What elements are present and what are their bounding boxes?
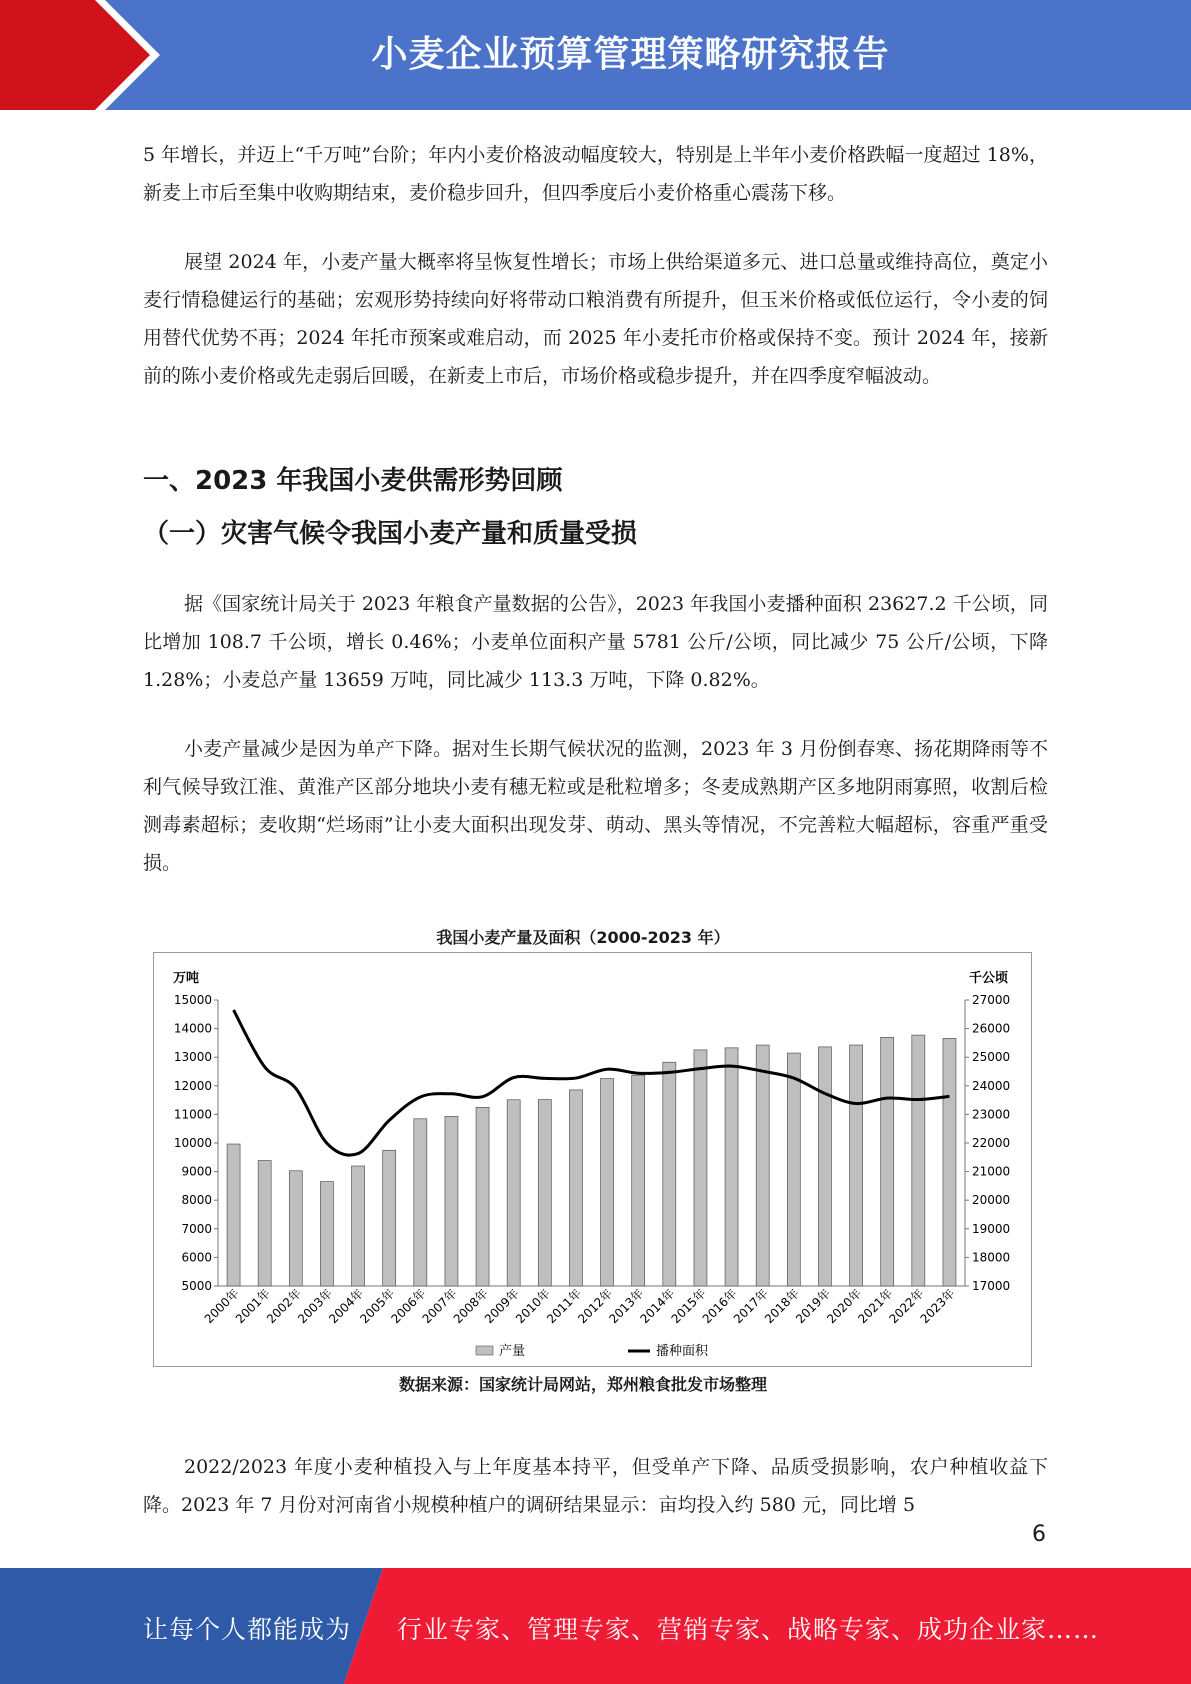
y-left-tick-label: 13000 — [173, 1050, 212, 1065]
y-left-unit: 万吨 — [173, 971, 200, 986]
production-bar — [694, 1050, 707, 1286]
y-right-tick-label: 25000 — [972, 1050, 1011, 1065]
footer-slogan-left: 让每个人都能成为 — [143, 1615, 352, 1644]
y-right-tick-label: 27000 — [972, 993, 1011, 1007]
page-header — [0, 0, 1191, 110]
x-tick-label: 2009年 — [481, 1286, 522, 1327]
x-tick-label: 2015年 — [668, 1286, 709, 1327]
x-tick-label: 2013年 — [606, 1286, 647, 1327]
paragraph-production-data: 据《国家统计局关于 2023 年粮食产量数据的公告》，2023 年我国小麦播种面积 23627.2 千公顷，同比增加 108.7 千公顷，增长 0.46%；小麦单位面积产量 5781 公斤/公顷，同比减少 75 公斤/公顷，下降 1.28%；小麦总产量 13659 万吨，同比减少 113.3 万吨，下降 0.82%。 — [143, 593, 1048, 691]
production-bar — [289, 1171, 302, 1286]
x-tick-label: 2018年 — [761, 1286, 802, 1327]
production-bar — [787, 1053, 800, 1286]
y-right-tick-label: 20000 — [972, 1193, 1011, 1208]
production-bar — [881, 1037, 894, 1286]
production-bar — [725, 1048, 738, 1286]
production-bar — [756, 1045, 769, 1286]
x-tick-label: 2012年 — [575, 1286, 616, 1327]
x-tick-label: 2023年 — [917, 1286, 958, 1327]
production-bar — [663, 1062, 676, 1286]
y-left-tick-label: 10000 — [173, 1136, 212, 1150]
chart-container — [153, 952, 1032, 1367]
y-right-tick-label: 19000 — [972, 1221, 1011, 1236]
x-tick-label: 2000年 — [201, 1286, 242, 1327]
production-bar — [632, 1075, 645, 1286]
y-right-tick-label: 21000 — [972, 1164, 1011, 1179]
x-tick-label: 2005年 — [357, 1286, 398, 1327]
x-tick-label: 2004年 — [326, 1286, 367, 1327]
legend-production-swatch — [476, 1346, 493, 1355]
x-tick-label: 2020年 — [824, 1286, 865, 1327]
production-bar — [818, 1047, 831, 1286]
production-bar — [476, 1107, 489, 1286]
y-right-unit: 千公顷 — [969, 971, 1009, 986]
production-bar — [352, 1166, 365, 1286]
chart-source: 数据来源：国家统计局网站，郑州粮食批发市场整理 — [398, 1375, 767, 1394]
x-tick-label: 2001年 — [232, 1286, 273, 1327]
x-tick-label: 2021年 — [855, 1286, 896, 1327]
production-bar — [912, 1035, 925, 1286]
production-bar — [258, 1161, 271, 1286]
x-tick-label: 2014年 — [637, 1286, 678, 1327]
legend-area-label: 播种面积 — [656, 1344, 709, 1359]
paragraph-yield-decline: 小麦产量减少是因为单产下降。据对生长期气候状况的监测，2023 年 3 月份倒春寒、扬花期降雨等不利气候导致江淮、黄淮产区部分地块小麦有穗无粒或是秕粒增多；冬麦成熟期产区多地阴雨寡照，收割后检测毒素超标；麦收期“烂场雨”让小麦大面积出现发芽、萌动、黑头等情况，不完善粒大幅超标，容重严重受损。 — [143, 738, 1048, 874]
production-bar — [850, 1045, 863, 1286]
x-tick-label: 2008年 — [450, 1286, 491, 1327]
y-right-tick-label: 23000 — [972, 1107, 1011, 1122]
production-bar — [227, 1144, 240, 1286]
y-left-tick-label: 14000 — [173, 1021, 212, 1036]
page-footer — [0, 1568, 1191, 1684]
y-left-tick-label: 7000 — [181, 1221, 212, 1236]
chart-title: 我国小麦产量及面积（2000-2023 年） — [436, 928, 730, 947]
y-left-tick-label: 12000 — [173, 1078, 212, 1093]
x-tick-label: 2016年 — [699, 1286, 740, 1327]
y-left-tick-label: 11000 — [173, 1107, 212, 1122]
x-tick-label: 2019年 — [793, 1286, 834, 1327]
x-tick-label: 2003年 — [295, 1286, 336, 1327]
production-bar — [383, 1150, 396, 1286]
y-right-tick-label: 18000 — [972, 1250, 1011, 1265]
sown-area-line — [234, 1010, 950, 1155]
x-tick-label: 2010年 — [512, 1286, 553, 1327]
production-bar — [538, 1100, 551, 1286]
section-heading: 一、2023 年我国小麦供需形势回顾 — [143, 466, 563, 496]
paragraph-outlook: 展望 2024 年，小麦产量大概率将呈恢复性增长；市场上供给渠道多元、进口总量或维持高位，奠定小麦行情稳健运行的基础；宏观形势持续向好将带动口粮消费有所提升，但玉米价格或低位运行，令小麦的饲用替代优势不再；2024 年托市预案或难启动，而 2025 年小麦托市价格或保持不变。预计 2024 年，接新前的陈小麦价格或先走弱后回暖，在新麦上市后，市场价格或稳步提升，并在四季度窄幅波动。 — [143, 251, 1048, 387]
production-bar — [943, 1038, 956, 1286]
y-right-tick-label: 17000 — [972, 1279, 1011, 1293]
y-left-tick-label: 6000 — [181, 1250, 212, 1265]
header-red-arrow — [0, 0, 150, 110]
y-right-tick-label: 26000 — [972, 1021, 1011, 1036]
x-tick-label: 2007年 — [419, 1286, 460, 1327]
x-tick-label: 2011年 — [544, 1286, 585, 1327]
x-tick-label: 2022年 — [886, 1286, 927, 1327]
y-left-tick-label: 15000 — [173, 993, 212, 1007]
production-bar — [414, 1119, 427, 1286]
report-title: 小麦企业预算管理策略研究报告 — [371, 34, 890, 75]
x-tick-label: 2017年 — [730, 1286, 771, 1327]
y-left-tick-label: 5000 — [181, 1279, 212, 1293]
legend-production-label: 产量 — [499, 1344, 526, 1359]
subsection-heading: （一）灾害气候令我国小麦产量和质量受损 — [143, 519, 638, 549]
paragraph-planting-income: 2022/2023 年度小麦种植投入与上年度基本持平，但受单产下降、品质受损影响，农户种植收益下降。2023 年 7 月份对河南省小规模种植户的调研结果显示：亩均投入约 580 元，同比增 5 — [143, 1456, 1048, 1516]
x-tick-label: 2006年 — [388, 1286, 429, 1327]
y-left-tick-label: 8000 — [181, 1193, 212, 1208]
x-tick-label: 2002年 — [263, 1286, 304, 1327]
production-bar — [569, 1090, 582, 1286]
production-bar — [507, 1100, 520, 1286]
page-number: 6 — [1032, 1522, 1046, 1547]
production-bar — [320, 1182, 333, 1286]
y-right-tick-label: 24000 — [972, 1078, 1011, 1093]
wheat-chart — [154, 953, 1031, 1366]
y-right-tick-label: 22000 — [972, 1136, 1011, 1150]
production-bar — [601, 1079, 614, 1286]
footer-slogan-right: 行业专家、管理专家、营销专家、战略专家、成功企业家…… — [397, 1615, 1100, 1644]
y-left-tick-label: 9000 — [181, 1164, 212, 1179]
paragraph-intro-continued: 5 年增长，并迈上“千万吨”台阶；年内小麦价格波动幅度较大，特别是上半年小麦价格跌幅一度超过 18%，新麦上市后至集中收购期结束，麦价稳步回升，但四季度后小麦价格重心震荡下移。 — [143, 144, 1048, 204]
production-bar — [445, 1116, 458, 1286]
